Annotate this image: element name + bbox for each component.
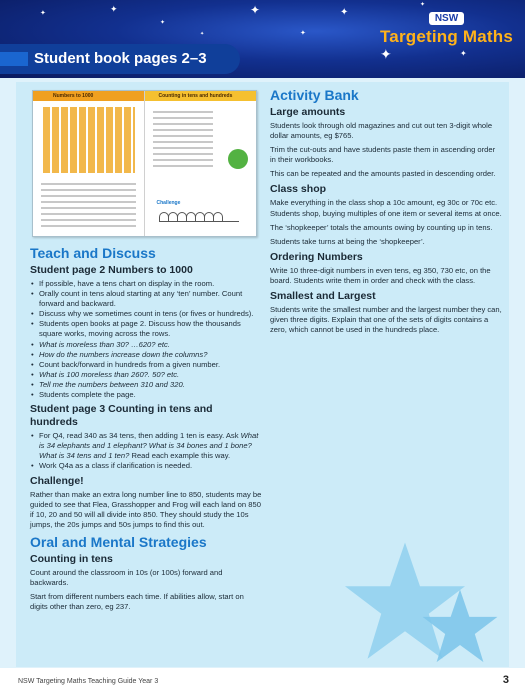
sparkle-icon: ✦ xyxy=(200,31,205,37)
list-item: • Tell me the numbers between 310 and 320. xyxy=(30,380,262,390)
oral-text-1: Count around the classroom in 10s (or 100s) forward and backwards. xyxy=(30,567,223,587)
teach-heading: Teach and Discuss xyxy=(30,245,156,261)
sparkle-icon: ✦ xyxy=(250,3,261,17)
thousands-square xyxy=(43,107,135,173)
list-item: • Orally count in tens aloud starting at any ‘ten’ number. Count forward and backward. xyxy=(30,289,262,309)
page3-list xyxy=(30,431,262,471)
ordering-heading: Ordering Numbers xyxy=(270,250,363,263)
oral-text-2: Start from different numbers each time. If abilities allow, start on digits other than zero, eg 237. xyxy=(30,592,244,612)
smallest-largest-text: Students write the smallest number and the largest number they can, given three digits. Explain that one of the sets of digits contains a zero, which cannot be used in the hundreds place. xyxy=(270,305,502,335)
challenge-text: Rather than make an extra long number line to 850, students may be guided to see that Flea, Grasshopper and Frog will each land on 850 if 10, 20 and 50 will all divide into 850. They should study the 10s jumps, the 20s jumps and 50s jumps to find this out. xyxy=(30,489,262,529)
class-shop-text-2: The ‘shopkeeper’ totals the amounts owing by counting up in tens. xyxy=(270,222,493,232)
sparkle-icon: ✦ xyxy=(110,5,118,15)
activity-heading: Activity Bank xyxy=(270,87,359,103)
thumbnail-left-title: Numbers to 1000 xyxy=(33,91,144,101)
thumbnail-page-2 xyxy=(33,91,145,236)
sparkle-icon: ✦ xyxy=(420,1,426,8)
page-number: 3 xyxy=(502,674,509,686)
list-item: • Students complete the page. xyxy=(30,390,262,400)
page3-heading: Student page 3 Counting in tens and hundreds xyxy=(30,403,213,429)
sparkle-icon: ✦ xyxy=(40,9,46,17)
thumbnail-right-title: Counting in tens and hundreds xyxy=(145,91,257,101)
list-item: • Work Q4a as a class if clarification is needed. xyxy=(30,461,262,471)
list-item: • Count back/forward in hundreds from a given number. xyxy=(30,360,262,370)
right-column xyxy=(270,86,502,339)
list-item: • Students open books at page 2. Discuss how the thousands square works, moving across the rows. xyxy=(30,319,262,339)
list-item: • What is moreless than 30? …620? etc. xyxy=(30,340,262,350)
number-line-illustration xyxy=(159,208,239,222)
oral-heading: Oral and Mental Strategies xyxy=(30,533,207,550)
brand-badge: NSW xyxy=(429,12,464,25)
list-item: • How do the numbers increase down the columns? xyxy=(30,350,262,360)
student-book-thumbnail xyxy=(32,90,257,237)
sparkle-icon: ✦ xyxy=(300,29,306,37)
smallest-largest-heading: Smallest and Largest xyxy=(270,290,376,303)
challenge-heading: Challenge! xyxy=(30,474,84,487)
sparkle-icon: ✦ xyxy=(460,49,467,58)
list-item: • What is 100 moreless than 260?. 50? etc. xyxy=(30,370,262,380)
large-amounts-text-3: This can be repeated and the amounts pasted in descending order. xyxy=(270,169,496,179)
list-item: • Discuss why we sometimes count in tens (or fives or hundreds). xyxy=(30,309,262,319)
left-column xyxy=(30,244,262,616)
list-item: • For Q4, read 340 as 34 tens, then adding 1 ten is easy. Ask What is 34 elephants and 1 elephant? What is 34 bones and 1 bone? What is 34 tens and 1 ten? Read each example this way. xyxy=(30,431,262,461)
class-shop-heading: Class shop xyxy=(270,183,327,196)
list-item: • If possible, have a tens chart on display in the room. xyxy=(30,279,262,289)
page2-list xyxy=(30,279,262,400)
ordering-text: Write 10 three-digit numbers in even tens, eg 350, 730 etc, on the board. Students write them in order and check with the class. xyxy=(270,265,491,285)
page2-heading: Student page 2 Numbers to 1000 xyxy=(30,264,193,276)
large-amounts-heading: Large amounts xyxy=(270,106,346,118)
title-accent xyxy=(0,52,28,66)
sparkle-icon: ✦ xyxy=(340,7,349,18)
class-shop-text-3: Students take turns at being the ‘shopkeeper’. xyxy=(270,236,425,246)
frog-illustration xyxy=(228,149,248,169)
brand-logo xyxy=(380,8,513,47)
large-amounts-text-2: Trim the cut-outs and have students paste them in ascending order in their workbooks. xyxy=(270,145,496,165)
brand-title: Targeting Maths xyxy=(379,27,513,46)
thumbnail-page-3 xyxy=(145,91,257,236)
large-amounts-text-1: Students look through old magazines and cut out ten 3-digit whole dollar amounts, eg $765. xyxy=(270,121,493,141)
thumbnail-challenge: Challenge xyxy=(156,200,181,206)
section-title: Student book pages 2–3 xyxy=(34,50,207,67)
decorative-star-icon xyxy=(420,588,500,666)
sparkle-icon: ✦ xyxy=(160,19,166,26)
sparkle-icon: ✦ xyxy=(380,47,392,63)
footer-text: NSW Targeting Maths Teaching Guide Year 3 xyxy=(18,678,159,685)
oral-subheading: Counting in tens xyxy=(30,552,113,565)
class-shop-text-1: Make everything in the class shop a 10c amount, eg 30c or 70c etc. Students shop, buying multiples of one item or several items at once. xyxy=(270,198,502,218)
